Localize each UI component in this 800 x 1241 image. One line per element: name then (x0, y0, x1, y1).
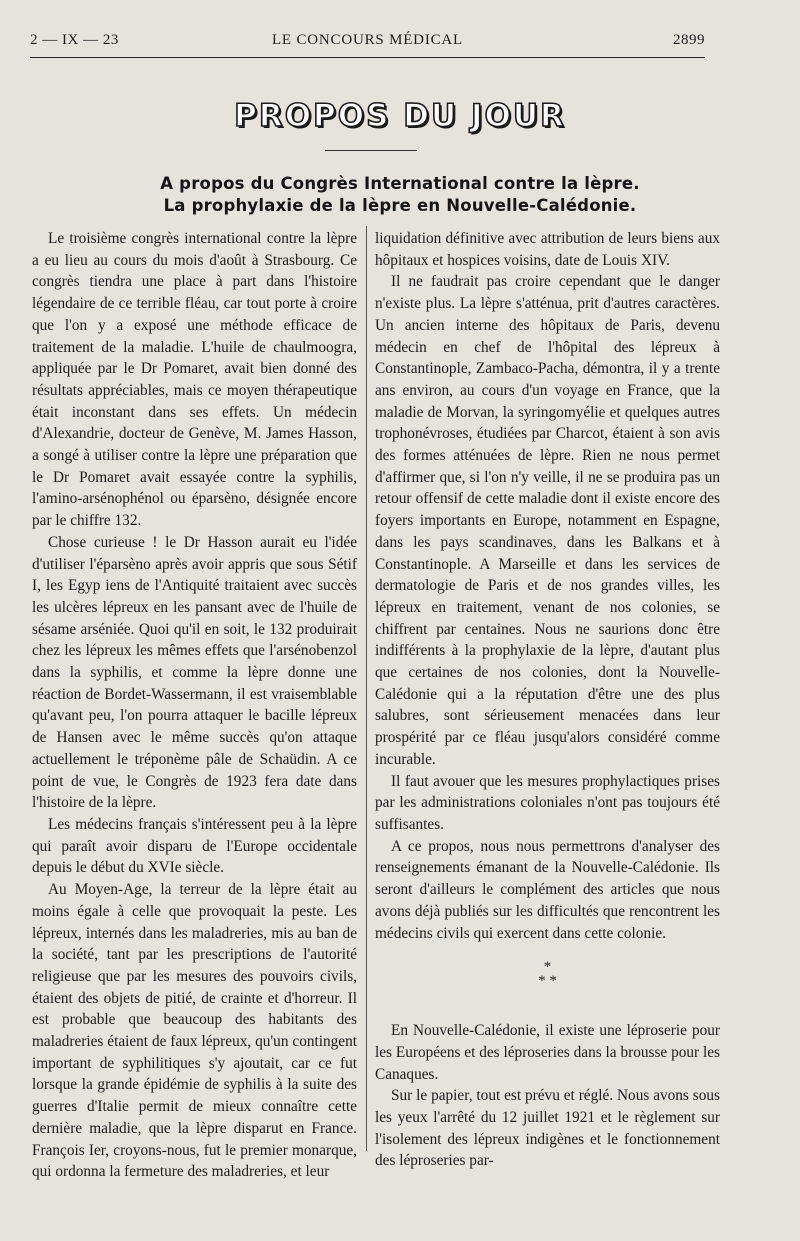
paragraph: A ce propos, nous nous permettrons d'analyser des renseignements émanant de la Nouvelle-Calédonie. Ils seront d'ailleurs le complément des articles que nous avons déjà publiés sur les difficultés que rencontrent les médecins civils qui exercent dans cette colonie. (375, 837, 720, 942)
paragraph: Sur le papier, tout est prévu et réglé. Nous avons sous les yeux l'arrêté du 12 juillet 1921 et le règlement sur l'isolement des lépreux indigènes et le fonctionnement des léproseries par- (375, 1087, 720, 1170)
paragraph-continued: liquidation définitive avec attribution de leurs biens aux hôpitaux et hospices voisins, date de Louis XIV. (375, 230, 720, 269)
article-title-line-1: A propos du Congrès International contre la lèpre. (160, 174, 640, 193)
paragraph: En Nouvelle-Calédonie, il existe une léproserie pour les Européens et des léproseries dans la brousse pour les Canaques. (375, 1022, 720, 1083)
right-column (375, 228, 720, 1172)
paragraph: Il faut avouer que les mesures prophylactiques prises par les administrations coloniales n'ont pas toujours été suffisantes. (375, 772, 720, 833)
journal-name: LE CONCOURS MÉDICAL (271, 32, 464, 48)
running-header (30, 32, 705, 54)
article-title-line-2: La prophylaxie de la lèpre en Nouvelle-Calédonie. (163, 196, 637, 215)
asterism-top: * (543, 959, 552, 976)
paragraph: Les médecins français s'intéressent peu à la lèpre qui paraît avoir disparu de l'Europe occidentale depuis le début du XVIe siècle. (32, 815, 357, 877)
paragraph: Au Moyen-Age, la terreur de la lèpre était au moins égale à celle que provoquait la peste. Les lépreux, internés dans les maladreries, mis au ban de la société, tant par les prescriptions de l'autorité religieuse que par les mesures des pouvoirs civils, étaient des objets de pitié, de crainte et d'horreur. Il est probable que beaucoup des habitants des maladreries étaient de faux lépreux, qu'un contingent important de syphilitiques s'y ajoutait, car ce fut lorsque la grande épidémie de syphilis à la suite des guerres d'Italie permit de mieux connaître cette dernière maladie, que la lèpre disparut en France. François Ier, croyons-nous, fut le premier monarque, qui ordonna la fermeture des maladreries, et leur (32, 881, 357, 1181)
section-title: PROPOS DU JOUR (234, 98, 566, 134)
column-divider (366, 226, 367, 1151)
paragraph: Chose curieuse ! le Dr Hasson aurait eu l'idée d'utiliser l'éparsèno après avoir appris que sous Sétif I, les Egyp iens de l'Antiquité traitaient avec succès les ulcères lépreux en les pansant avec de l'huile de sésame arséniée. Quoi qu'il en soit, le 132 produirait chez les lépreux les mêmes effets que l'arsénobenzol dans la syphilis, et comme la lèpre donne une réaction de Bordet-Wassermann, il est vraisemblable qu'avant peu, l'on pourra attaquer le bacille lépreux de Hansen avec le même succès qu'on attaque actuellement le tréponème pâle de Schaüdin. A ce point de vue, le Congrès de 1923 fera date dans l'histoire de la lèpre. (32, 533, 357, 812)
header-rule (30, 57, 705, 58)
paragraph: Le troisième congrès international contre la lèpre a eu lieu au cours du mois d'août à Strasbourg. Ce congrès tiendra une place à part dans l'histoire légendaire de ce terrible fléau, car tout porte à croire que l'on y a exposé une méthode efficace de traitement de la maladie. L'huile de chaulmoogra, appliquée par le Dr Pomaret, avait bien donné des résultats appréciables, mais ce moyen thérapeutique était inconstant dans ses effets. Un médecin d'Alexandrie, docteur de Genève, M. James Hasson, a songé à utiliser contre la lèpre une préparation que le Dr Pomaret avait essayée contre la syphilis, l'amino-arsénophénol ou éparsèno, désignée encore par le chiffre 132. (32, 230, 357, 530)
paragraph: Il ne faudrait pas croire cependant que le danger n'existe plus. La lèpre s'atténua, prit d'autres caractères. Un ancien interne des hôpitaux de Paris, devenu médecin en chef de l'hôpital des lépreux à Constantinople, Zambaco-Pacha, démontra, il y a trente ans environ, au cours d'un voyage en France, que la maladie de Morvan, la syringomyélie et quelques autres trophonévroses, étudiées par Charcot, étaient à son avis des formes atténuées de lèpre. Rien ne nous permet d'affirmer que, si l'on n'y veille, il ne se produira pas un retour offensif de cette maladie dont il existe encore des foyers importants en Europe, notamment en Espagne, dans les pays scandinaves, dans les Balkans et à Constantinople. A Marseille et dans les services de dermatologie de Paris et de nos grandes villes, les lépreux en traitement, venant de nos colonies, se chiffrent par centaines. Nous ne saurions donc être indifférents à la prophylaxie de la lèpre, d'autant plus que certaines de nos colonies, dont la Nouvelle-Calédonie qui a la réputation d'être une des plus salubres, sont sérieusement menacées dans leur prospérité par ce fléau jusqu'alors considéré comme incurable. (375, 273, 720, 768)
left-column (32, 228, 357, 1183)
title-rule (325, 150, 417, 151)
page-number: 2899 (673, 32, 705, 48)
asterism-separator (375, 960, 720, 988)
header-date: 2 — IX — 23 (30, 32, 119, 48)
asterism-bottom: * * (538, 973, 557, 990)
